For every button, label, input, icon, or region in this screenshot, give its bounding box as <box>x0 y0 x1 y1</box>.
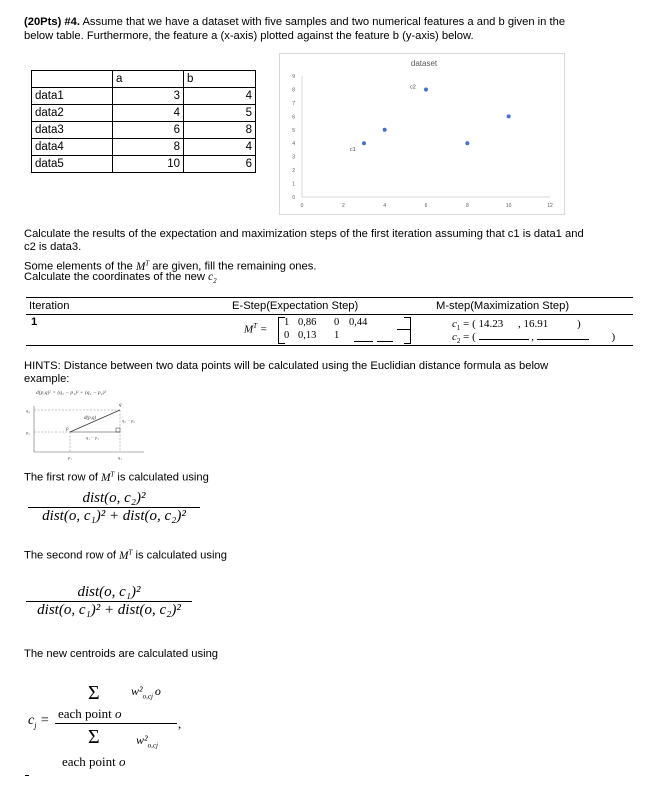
row-name: data2 <box>32 105 113 122</box>
data-table <box>31 70 256 173</box>
matrix-right-bracket <box>404 317 411 344</box>
chart-svg <box>280 54 564 214</box>
mt-sup: T <box>110 470 115 478</box>
c2-y-blank[interactable] <box>537 339 589 340</box>
matrix-cell: 0 <box>334 317 340 328</box>
cj-label: $c_j$ = <box>28 713 50 730</box>
diagram-p2: p₂ <box>26 430 30 435</box>
first-row-numerator: dist(o, c₂)² <box>82 490 146 506</box>
diagram-p1: p₁ <box>68 455 72 460</box>
c2-point-label: c2 <box>410 84 416 91</box>
mt-sup: T <box>128 548 133 556</box>
sum-top: Σ <box>88 682 100 704</box>
mt-label-sup: T <box>253 322 258 330</box>
c1-var: c <box>452 318 457 330</box>
cell-a: 10 <box>113 156 184 173</box>
cursor-mark <box>25 775 29 776</box>
first-row-end: is calculated using <box>114 471 209 484</box>
numerator-each-point <box>58 706 122 722</box>
w-num-o: o <box>154 684 161 698</box>
data-point <box>383 128 387 132</box>
chart-title: dataset <box>410 59 438 68</box>
x-tick-label: 10 <box>505 203 512 209</box>
estep-col-header: E-Step(Expectation Step) <box>232 300 359 312</box>
table-header-cell: a <box>113 71 184 88</box>
task-line-4 <box>24 271 217 288</box>
each-point-o: o <box>119 754 126 769</box>
mt-letter: M <box>101 471 111 484</box>
each-point-text: each point <box>62 754 120 769</box>
iteration-bottom-rule <box>26 345 633 346</box>
mt-letter: M <box>135 260 146 273</box>
cell-a: 3 <box>113 88 184 105</box>
first-row-fraction <box>28 490 200 525</box>
c1-close: ) <box>577 318 581 330</box>
second-row-text <box>24 546 227 563</box>
table-row <box>32 105 256 122</box>
c2-var: c <box>452 331 457 343</box>
w-num: w² <box>131 684 143 698</box>
x-tick-label: 0 <box>300 203 304 209</box>
intro-line-1: Assume that we have a dataset with five samples and two numerical features a and b given in the <box>82 16 566 28</box>
y-tick-label: 6 <box>292 114 295 121</box>
matrix-row-2 <box>284 330 349 341</box>
row-name: data1 <box>32 88 113 105</box>
matrix-blank-1[interactable] <box>354 341 373 342</box>
second-row-end: is calculated using <box>132 549 227 562</box>
centroid-comma: , <box>178 716 182 731</box>
data-point <box>424 87 428 91</box>
first-row-denominator: dist(o, c₁)² + dist(o, c₂)² <box>28 507 200 525</box>
cell-b: 4 <box>184 88 256 105</box>
diagram-dx-label: q₁ − p₁ <box>86 435 99 440</box>
y-tick-label: 2 <box>292 168 295 175</box>
c2-sub: 2 <box>213 277 217 286</box>
task-line-2: c2 is data3. <box>24 241 82 253</box>
sum-bottom: Σ <box>88 726 100 748</box>
x-tick-label: 8 <box>465 203 469 209</box>
data-point <box>362 141 366 145</box>
cell-b: 5 <box>184 105 256 122</box>
cell-a: 6 <box>113 122 184 139</box>
iteration-header-rule <box>26 314 633 315</box>
diagram-p-label: p <box>66 427 69 432</box>
cell-b: 4 <box>184 139 256 156</box>
matrix-cell: 0,44 <box>349 317 368 328</box>
centroid-fraction-bar <box>55 723 177 724</box>
question-intro <box>24 16 644 29</box>
c1-x-value: = ( 14.23 <box>463 318 504 330</box>
row-name: data4 <box>32 139 113 156</box>
diagram-q1: q₁ <box>118 455 122 460</box>
y-tick-label: 1 <box>292 181 295 188</box>
c2-var: c <box>208 271 214 283</box>
c1-y-value: , 16.91 <box>518 318 549 330</box>
c2-x-blank[interactable] <box>479 339 529 340</box>
mt-sup: T <box>145 259 150 267</box>
w-num-sub: o,cj <box>142 692 153 701</box>
table-row <box>32 139 256 156</box>
task-line-3-end: are given, fill the remaining ones. <box>149 260 317 273</box>
euclidean-diagram-svg <box>24 386 154 466</box>
cell-b: 6 <box>184 156 256 173</box>
data-point <box>507 114 511 118</box>
second-row-fraction <box>26 584 192 619</box>
new-c2-row <box>452 331 615 345</box>
intro-line-2: below table. Furthermore, the feature a (x-axis) plotted against the feature b (y-axis) below. <box>24 30 474 42</box>
diagram-dy-label: q₂ − p₂ <box>122 418 135 423</box>
iteration-top-rule <box>26 297 633 298</box>
y-tick-label: 0 <box>292 195 295 201</box>
matrix-blank-2[interactable] <box>377 341 393 342</box>
row-name: data3 <box>32 122 113 139</box>
numerator-weight <box>131 684 161 700</box>
matrix-cell: 0,86 <box>298 317 317 328</box>
cj-sub: j <box>34 720 37 730</box>
w-den-sub: o,cj <box>147 741 158 750</box>
x-tick-label: 6 <box>424 203 428 209</box>
second-row-denominator: dist(o, c₁)² + dist(o, c₂)² <box>26 601 192 619</box>
table-header-cell: b <box>184 71 256 88</box>
x-tick-label: 12 <box>547 203 553 209</box>
denominator-weight <box>136 733 158 749</box>
matrix-cell: 1 <box>334 330 340 341</box>
diagram-d-label: d(p,q) <box>84 416 97 421</box>
cj-var: c <box>28 713 35 728</box>
diagram-formula: d(p,q)² = (q₁ − p₁)² + (q₂ − p₂)² <box>36 390 107 396</box>
y-tick-label: 5 <box>292 127 295 134</box>
second-row-start: The second row of <box>24 549 120 562</box>
diagram-q-label: q <box>119 403 122 408</box>
task-line-4-start: Calculate the coordinates of the new <box>24 271 209 283</box>
table-row <box>32 122 256 139</box>
table-row <box>32 88 256 105</box>
w-den: w² <box>136 733 148 747</box>
first-row-start: The first row of <box>24 471 102 484</box>
denominator-each-point <box>62 754 126 770</box>
second-row-mt <box>119 550 132 562</box>
matrix-cell: 0 <box>284 330 290 341</box>
each-point-text: each point <box>58 706 116 721</box>
y-tick-label: 8 <box>292 87 295 94</box>
cell-b: 8 <box>184 122 256 139</box>
first-row-text <box>24 468 209 485</box>
row-name: data5 <box>32 156 113 173</box>
iteration-number: 1 <box>31 316 38 328</box>
c2-open: = ( <box>463 331 476 343</box>
c2-comma: , <box>531 331 535 343</box>
y-tick-label: 9 <box>292 74 295 80</box>
c2-close: ) <box>611 331 616 343</box>
matrix-row-1 <box>284 317 379 328</box>
table-header-cell <box>32 71 113 88</box>
c2-sub-label: 2 <box>456 337 461 346</box>
centroids-text: The new centroids are calculated using <box>24 648 219 660</box>
c1-sub: 1 <box>456 324 461 333</box>
first-row-mt <box>101 472 114 484</box>
c1-point-label: c1 <box>350 147 356 154</box>
x-tick-label: 2 <box>341 203 345 209</box>
data-point <box>465 141 469 145</box>
each-point-o: o <box>115 706 122 721</box>
y-tick-label: 4 <box>292 141 295 148</box>
task-line-1: Calculate the results of the expectation and maximization steps of the first iteration assuming that c1 is data1 and <box>24 228 584 240</box>
y-tick-label: 3 <box>292 154 295 161</box>
diagram-q2: q₂ <box>26 408 30 413</box>
mt-letter: M <box>119 549 129 562</box>
matrix-cell: 0,13 <box>298 330 317 341</box>
hints-line-2: example: <box>24 373 70 385</box>
scatter-chart <box>279 53 565 215</box>
mstep-col-header: M-step(Maximization Step) <box>436 300 570 312</box>
task-line-3-start: Some elements of the <box>24 260 136 273</box>
euclidean-diagram <box>24 386 154 466</box>
iteration-col-header: Iteration <box>29 300 70 312</box>
y-tick-label: 7 <box>292 100 295 107</box>
second-row-numerator: dist(o, c₁)² <box>77 584 141 600</box>
table-row <box>32 156 256 173</box>
cell-a: 8 <box>113 139 184 156</box>
hints-line-1: HINTS: Distance between two data points will be calculated using the Euclidian distance formula as below <box>24 360 549 372</box>
x-tick-label: 4 <box>383 203 387 209</box>
mt-label: M <box>244 323 254 336</box>
cell-a: 4 <box>113 105 184 122</box>
question-heading: (20Pts) #4. <box>24 16 80 28</box>
table-header-row <box>32 71 256 88</box>
matrix-cell: 1 <box>284 317 290 328</box>
mt-matrix-label: $M^T$ = <box>244 322 268 336</box>
